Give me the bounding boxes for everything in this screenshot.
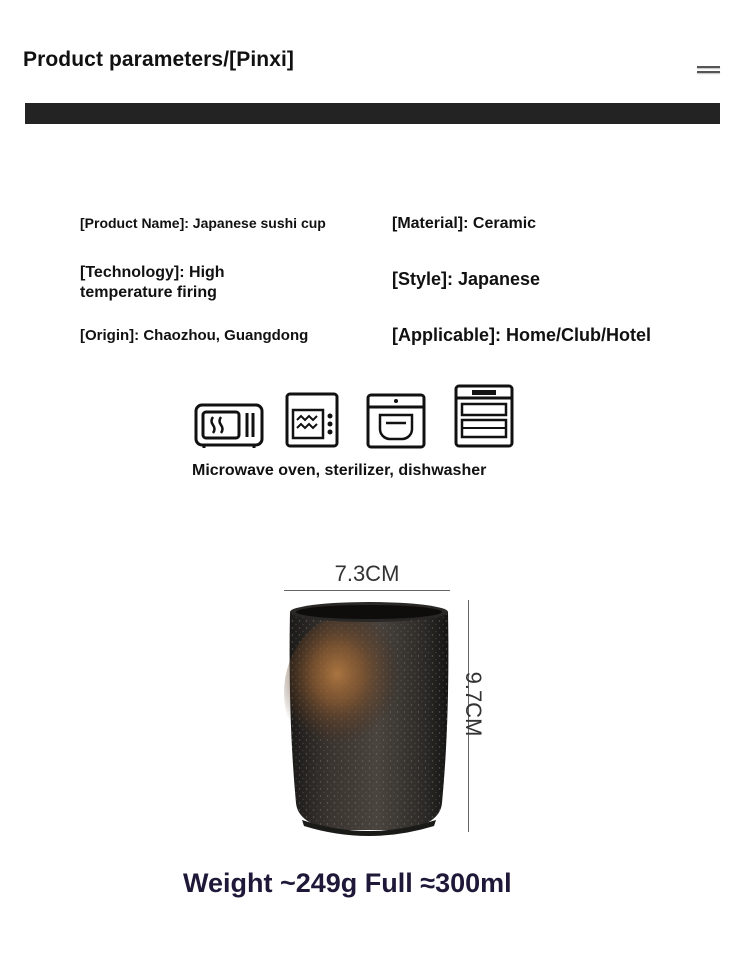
param-label: [Material]:: [392, 215, 469, 232]
param-label: [Product Name]:: [80, 215, 189, 231]
param-value: Ceramic: [468, 215, 537, 232]
param-value: Japanese sushi cup: [188, 215, 326, 231]
dishwasher-icon: [454, 384, 514, 448]
sushi-cup-image: [284, 598, 454, 838]
header-divider-bar: [25, 103, 720, 124]
appliance-caption: Microwave oven, sterilizer, dishwasher: [192, 462, 487, 479]
param-product-name: [80, 213, 326, 233]
param-label: [Style]:: [392, 269, 454, 289]
param-value: Japanese: [453, 269, 541, 289]
param-material: [392, 214, 536, 234]
height-dimension-label: 9.7CM: [461, 671, 486, 737]
param-value: High temperature firing: [80, 264, 225, 301]
param-applicable: [392, 325, 651, 345]
oven-icon: [366, 393, 426, 449]
width-dimension-label: 7.3CM: [334, 561, 400, 586]
width-dimension-line: [284, 590, 450, 591]
sterilizer-icon: [285, 392, 339, 448]
param-label: [Applicable]:: [392, 325, 502, 345]
param-label: [Technology]:: [80, 264, 185, 281]
param-style: [392, 269, 540, 289]
param-value: Home/Club/Hotel: [501, 325, 652, 345]
param-origin: [80, 326, 308, 346]
page-title: Product parameters/[Pinxi]: [23, 48, 295, 71]
param-technology: [80, 263, 295, 303]
param-label: [Origin]:: [80, 327, 140, 344]
microwave-icon: [194, 403, 264, 449]
param-value: Chaozhou, Guangdong: [139, 327, 309, 344]
weight-capacity-text: Weight ~249g Full ≈300ml: [183, 868, 512, 898]
menu-icon[interactable]: [697, 66, 720, 78]
